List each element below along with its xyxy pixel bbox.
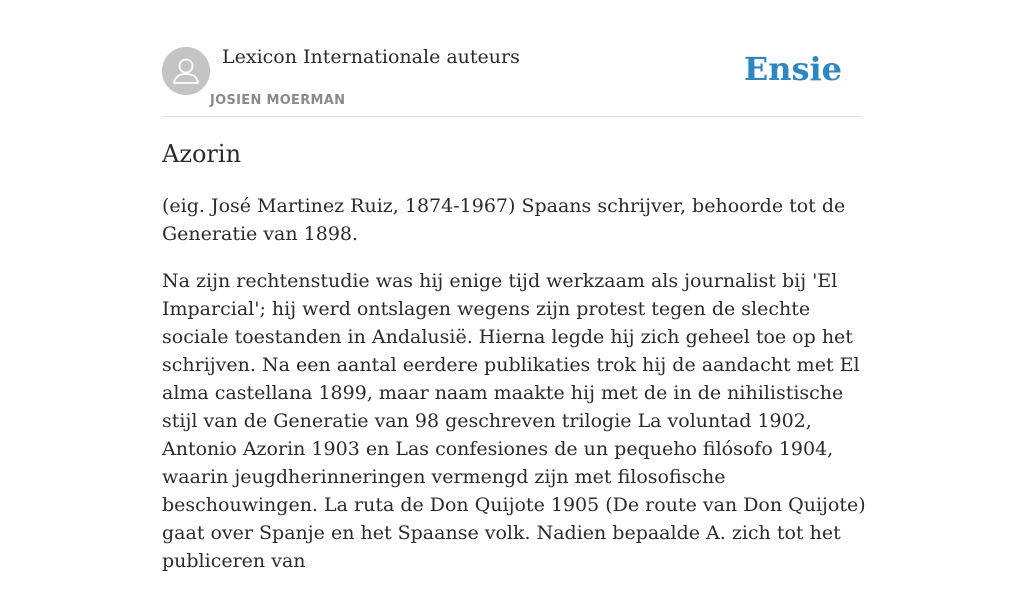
article-paragraph: Na zijn rechtenstudie was hij enige tijd werkzaam als journalist bij 'El Imparcial'; hij werd ontslagen wegens zijn protest tegen de slechte sociale toestanden in Andalusië. Hierna legde hij zich geheel toe op het schrijven. Na een aantal eerdere publikaties trok hij de aandacht met El alma castellana 1899, maar naam maakte hij met de in de nihilistische stijl van de Generatie van 98 geschreven trilogie La voluntad 1902, Antonio Azorin 1903 en Las confesiones de un pequeho filósofo 1904, waarin jeugdherinneringen vermengd zijn met filosofische beschouwingen. La ruta de Don Quijote 1905 (De route van Don Quijote) gaat over Spanje en het Spaanse volk. Nadien bepaalde A. zich tot het publiceren van [162, 270, 866, 572]
site-title[interactable]: Lexicon Internationale auteurs [222, 46, 520, 68]
article-title: Azorin [162, 140, 242, 168]
author-name[interactable]: JOSIEN MOERMAN [210, 93, 346, 108]
user-avatar-icon[interactable] [162, 47, 210, 95]
ensie-logo[interactable]: Ensie [743, 50, 842, 88]
article-paragraph: (eig. José Martinez Ruiz, 1874-1967) Spaans schrijver, behoorde tot de Generatie van 1898. [162, 195, 846, 245]
article-body [162, 192, 866, 594]
header [162, 0, 862, 117]
